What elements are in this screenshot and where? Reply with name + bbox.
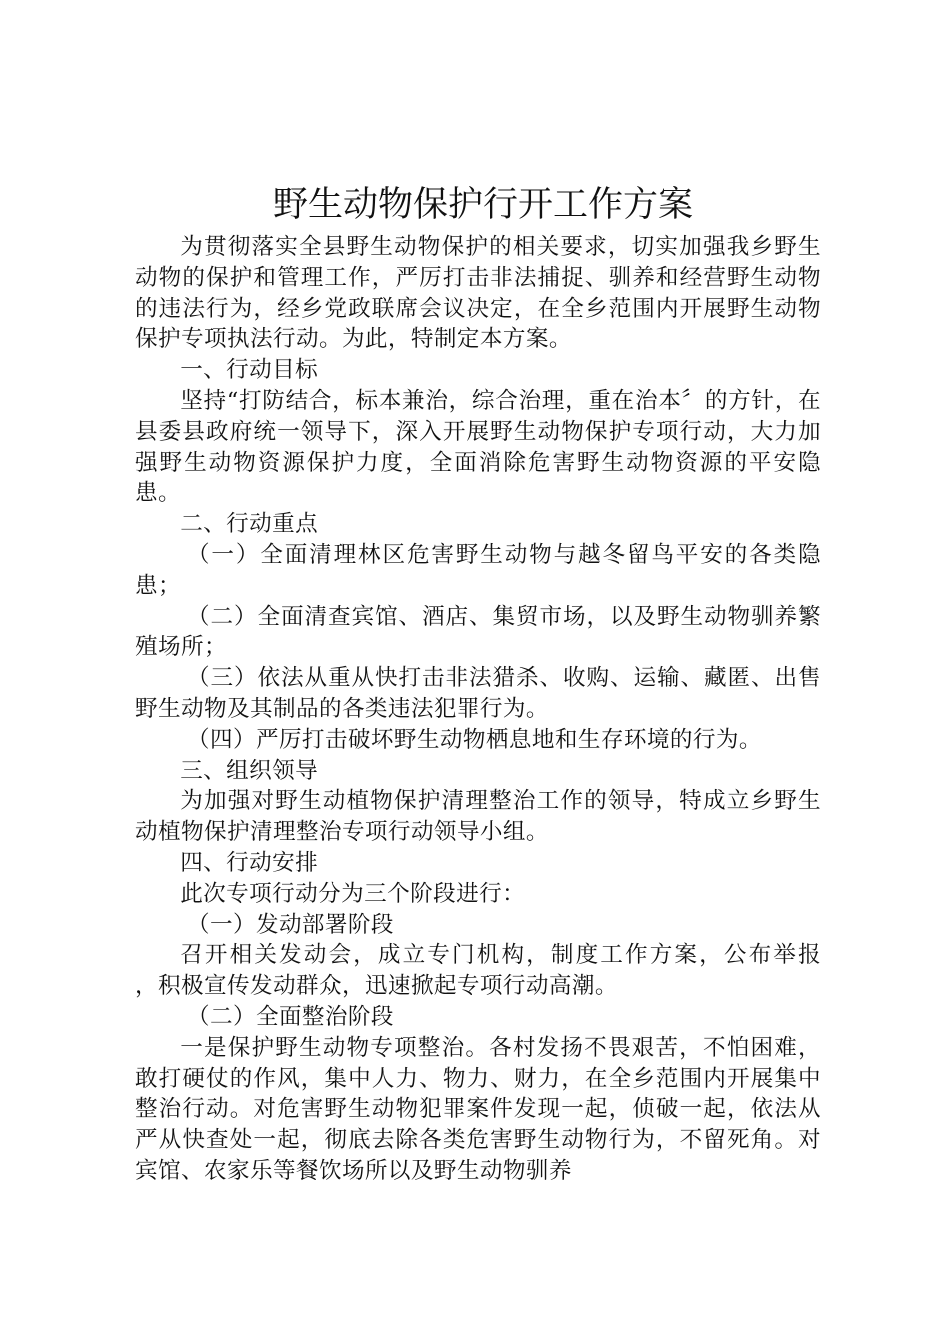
section-heading-leadership: 三、组织领导 — [180, 757, 319, 784]
intro-paragraph: 为贯彻落实全县野生动物保护的相关要求，切实加强我乡野生动物的保护和管理工作，严厉打击非法捕捉、驯养和经营野生动物的违法行为，经乡党政联席会议决定，在全乡范围内开展野生动物保护专项执法行动。为此，特制定本方案。 — [135, 234, 821, 353]
document-page — [135, 180, 852, 1187]
focus-item-2: （二）全面清查宾馆、酒店、集贸市场，以及野生动物驯养繁殖场所； — [135, 603, 821, 661]
stage-heading-1: （一）发动部署阶段 — [186, 911, 394, 938]
focus-item-1: （一）全面清理林区危害野生动物与越冬留鸟平安的各类隐患； — [135, 541, 821, 599]
stage-heading-2: （二）全面整治阶段 — [186, 1003, 394, 1030]
section-heading-arrangement: 四、行动安排 — [180, 849, 319, 876]
focus-item-3: （三）依法从重从快打击非法猎杀、收购、运输、藏匿、出售野生动物及其制品的各类违法犯罪行为。 — [135, 665, 821, 722]
section-heading-focus: 二、行动重点 — [180, 511, 319, 538]
focus-item-4: （四）严厉打击破坏野生动物栖息地和生存环境的行为。 — [186, 726, 762, 753]
stage-1-paragraph: 召开相关发动会，成立专门机构，制度工作方案，公布举报 ，积极宣传发动群众，迅速掀起专项行动高潮。 — [135, 942, 852, 1000]
leadership-paragraph: 为加强对野生动植物保护清理整治工作的领导，特成立乡野生动植物保护清理整治专项行动领导小组。 — [135, 788, 821, 846]
goals-paragraph: 坚持“打防结合，标本兼治，综合治理，重在治本〞的方针，在县委县政府统一领导下，深入开展野生动物保护专项行动，大力加强野生动物资源保护力度，全面消除危害野生动物资源的平安隐患。 — [135, 387, 822, 507]
stage-2-paragraph: 一是保护野生动物专项整治。各村发扬不畏艰苦，不怕困难，敢打硬仗的作风，集中人力、物力、财力，在全乡范围内开展集中整治行动。对危害野生动物犯罪案件发现一起，侦破一起，依法从严从快查处一起，彻底去除各类危害野生动物行为，不留死角。对宾馆、农家乐等餐饮场所以及野生动物驯养 — [135, 1034, 821, 1184]
document-title: 野生动物保护行开工作方案 — [272, 185, 693, 225]
section-heading-goals: 一、行动目标 — [180, 357, 319, 384]
arrangement-intro: 此次专项行动分为三个阶段进行： — [180, 880, 526, 907]
